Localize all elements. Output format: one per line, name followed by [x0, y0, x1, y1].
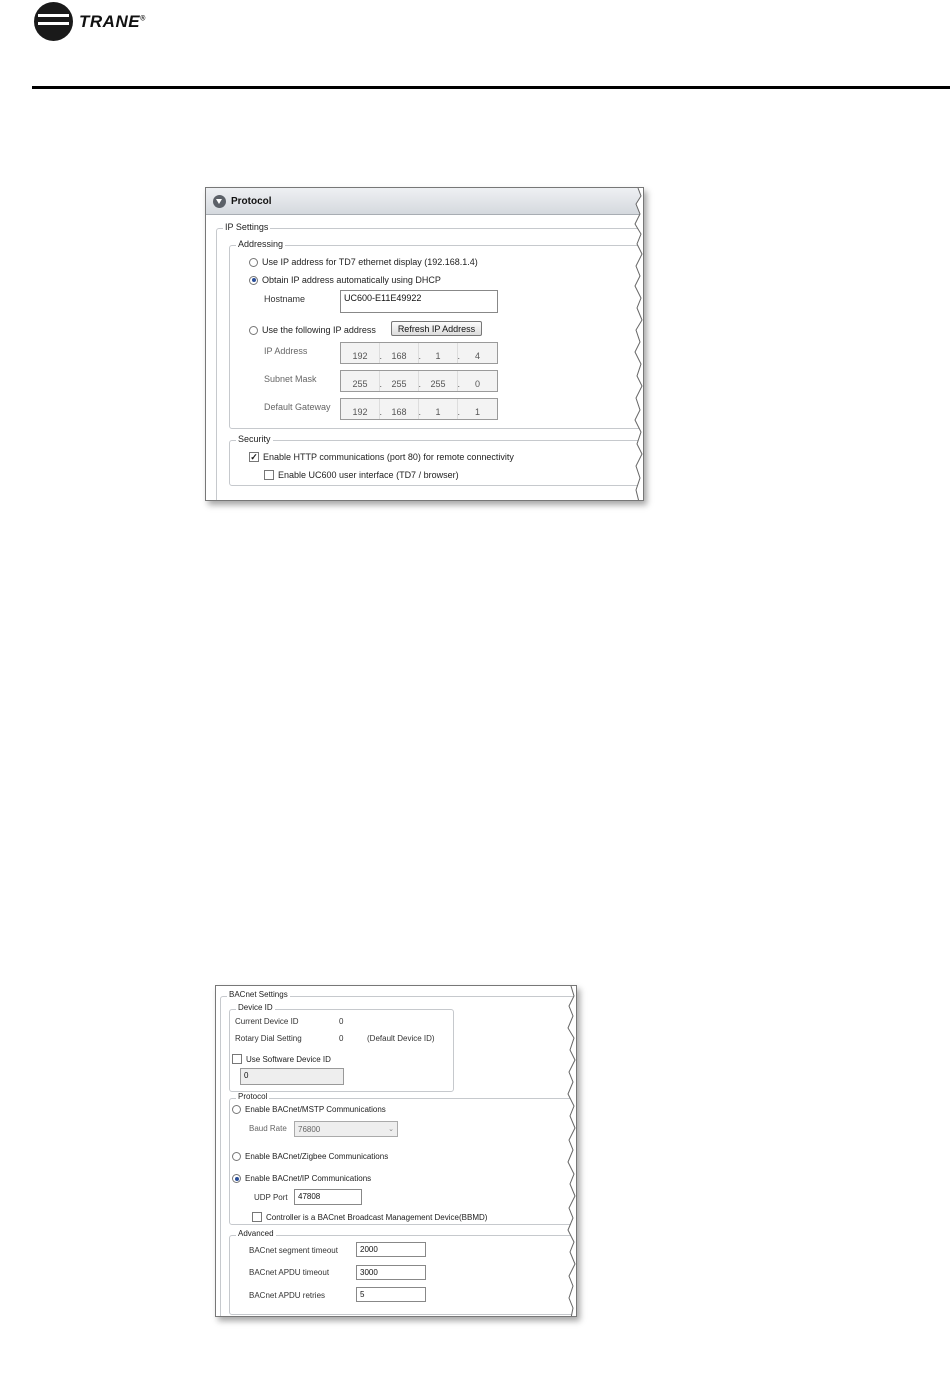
radio-zigbee-label: Enable BACnet/Zigbee Communications	[245, 1152, 389, 1161]
radio-dhcp-button[interactable]	[249, 276, 258, 285]
gateway-octet[interactable]: 1 .	[419, 399, 458, 419]
ip-separator-dot: .	[418, 351, 421, 361]
apdu-retries-input[interactable]: 5	[356, 1287, 426, 1302]
apdu-timeout-label: BACnet APDU timeout	[249, 1268, 330, 1277]
trane-logo	[34, 2, 146, 41]
use-software-id-label: Use Software Device ID	[246, 1054, 331, 1064]
rotary-dial-label: Rotary Dial Setting	[235, 1034, 302, 1043]
subnet-mask-label: Subnet Mask	[264, 374, 317, 384]
security-legend: Security	[238, 434, 271, 444]
ip-separator-dot: .	[418, 379, 421, 389]
udp-port-input[interactable]: 47808	[294, 1189, 362, 1205]
gateway-octet[interactable]: 168 .	[380, 399, 419, 419]
chevron-down-icon[interactable]: ⌄	[388, 1126, 394, 1133]
use-software-id-checkbox[interactable]	[232, 1054, 331, 1064]
apdu-retries-label: BACnet APDU retries	[249, 1291, 326, 1300]
device-id-legend: Device ID	[238, 1003, 273, 1012]
current-device-id-label: Current Device ID	[235, 1017, 299, 1026]
bacnet-settings-screenshot	[215, 985, 577, 1317]
radio-static-ip-button[interactable]	[249, 326, 258, 335]
apdu-timeout-input[interactable]: 3000	[356, 1265, 426, 1280]
segment-timeout-label: BACnet segment timeout	[249, 1246, 338, 1255]
subnet-octet[interactable]: 255 .	[419, 371, 458, 391]
baud-rate-select[interactable]	[294, 1121, 398, 1137]
ip-octet[interactable]: 1 .	[419, 343, 458, 363]
ip-octet[interactable]: 192 .	[341, 343, 380, 363]
radio-zigbee[interactable]	[232, 1152, 388, 1161]
radio-td7-ip-label: Use IP address for TD7 ethernet display (192.168.1.4)	[262, 257, 478, 267]
protocol-legend: Protocol	[238, 1092, 268, 1101]
bacnet-settings-legend: BACnet Settings	[229, 990, 288, 999]
ip-separator-dot: .	[418, 407, 421, 417]
radio-zigbee-button[interactable]	[232, 1152, 241, 1161]
enable-http-check-icon[interactable]: ✓	[250, 452, 258, 462]
enable-ui-check-box[interactable]	[264, 470, 274, 480]
baud-rate-value: 76800	[298, 1124, 321, 1134]
radio-mstp-button[interactable]	[232, 1105, 241, 1114]
radio-mstp-label: Enable BACnet/MSTP Communications	[245, 1105, 386, 1114]
protocol-title: Protocol	[231, 195, 272, 207]
enable-http-label: Enable HTTP communications (port 80) for remote connectivity	[263, 452, 514, 462]
protocol-section-header[interactable]	[206, 188, 643, 215]
advanced-legend: Advanced	[238, 1229, 274, 1238]
subnet-octet[interactable]: 255 .	[341, 371, 380, 391]
software-device-id-input[interactable]: 0	[240, 1068, 344, 1085]
bbmd-checkbox[interactable]	[252, 1212, 487, 1222]
ip-separator-dot: .	[379, 379, 382, 389]
udp-port-label: UDP Port	[254, 1193, 288, 1202]
enable-ui-label: Enable UC600 user interface (TD7 / browser)	[278, 470, 459, 480]
ip-octet[interactable]: 4	[474, 351, 480, 361]
segment-timeout-input[interactable]: 2000	[356, 1242, 426, 1257]
radio-bacnet-ip-label: Enable BACnet/IP Communications	[245, 1174, 372, 1183]
ip-separator-dot: .	[457, 351, 460, 361]
baud-rate-label: Baud Rate	[249, 1124, 287, 1133]
subnet-mask-field[interactable]	[340, 370, 498, 392]
subnet-octet[interactable]: 255 .	[380, 371, 419, 391]
ip-separator-dot: .	[379, 407, 382, 417]
bbmd-label: Controller is a BACnet Broadcast Management Device(BBMD)	[266, 1212, 488, 1222]
ip-settings-legend: IP Settings	[225, 222, 269, 232]
ip-separator-dot: .	[379, 351, 382, 361]
radio-bacnet-ip[interactable]	[232, 1174, 371, 1183]
rotary-dial-note: (Default Device ID)	[367, 1034, 435, 1043]
ip-separator-dot: .	[457, 379, 460, 389]
ip-address-label: IP Address	[264, 346, 308, 356]
radio-td7-ip-button[interactable]	[249, 258, 258, 267]
default-gateway-label: Default Gateway	[264, 402, 331, 412]
ip-separator-dot: .	[457, 407, 460, 417]
addressing-legend: Addressing	[238, 239, 284, 249]
ip-address-field[interactable]	[340, 342, 498, 364]
header-rule	[32, 86, 950, 89]
refresh-ip-address-button[interactable]: Refresh IP Address	[391, 321, 482, 336]
radio-dhcp[interactable]	[249, 275, 441, 285]
protocol-group	[229, 1092, 577, 1225]
radio-td7-ip[interactable]	[249, 257, 478, 267]
radio-static-ip[interactable]	[249, 325, 376, 335]
collapse-chevron-icon[interactable]	[213, 195, 226, 208]
use-software-id-check-box[interactable]	[232, 1054, 242, 1064]
current-device-id-value: 0	[339, 1017, 344, 1026]
radio-bacnet-ip-button[interactable]	[232, 1174, 241, 1183]
ip-settings-screenshot	[205, 187, 644, 501]
enable-http-checkbox[interactable]	[249, 452, 514, 462]
gateway-octet[interactable]: 1	[474, 407, 480, 417]
trane-wordmark: TRANE®	[79, 11, 146, 31]
default-gateway-field[interactable]	[340, 398, 498, 420]
torn-edge	[632, 188, 644, 501]
rotary-dial-value: 0	[339, 1034, 344, 1043]
subnet-octet[interactable]: 0	[474, 379, 480, 389]
hostname-input[interactable]: UC600-E11E49922	[340, 290, 498, 313]
hostname-label: Hostname	[264, 294, 306, 304]
radio-mstp[interactable]	[232, 1105, 386, 1114]
torn-edge	[565, 986, 577, 1317]
enable-ui-checkbox[interactable]	[264, 470, 459, 480]
radio-dhcp-label: Obtain IP address automatically using DHCP	[262, 275, 441, 285]
gateway-octet[interactable]: 192 .	[341, 399, 380, 419]
ip-octet[interactable]: 168 .	[380, 343, 419, 363]
trane-logo-mark-icon	[34, 2, 73, 41]
bbmd-check-box[interactable]	[252, 1212, 262, 1222]
radio-static-ip-label: Use the following IP address	[262, 325, 376, 335]
